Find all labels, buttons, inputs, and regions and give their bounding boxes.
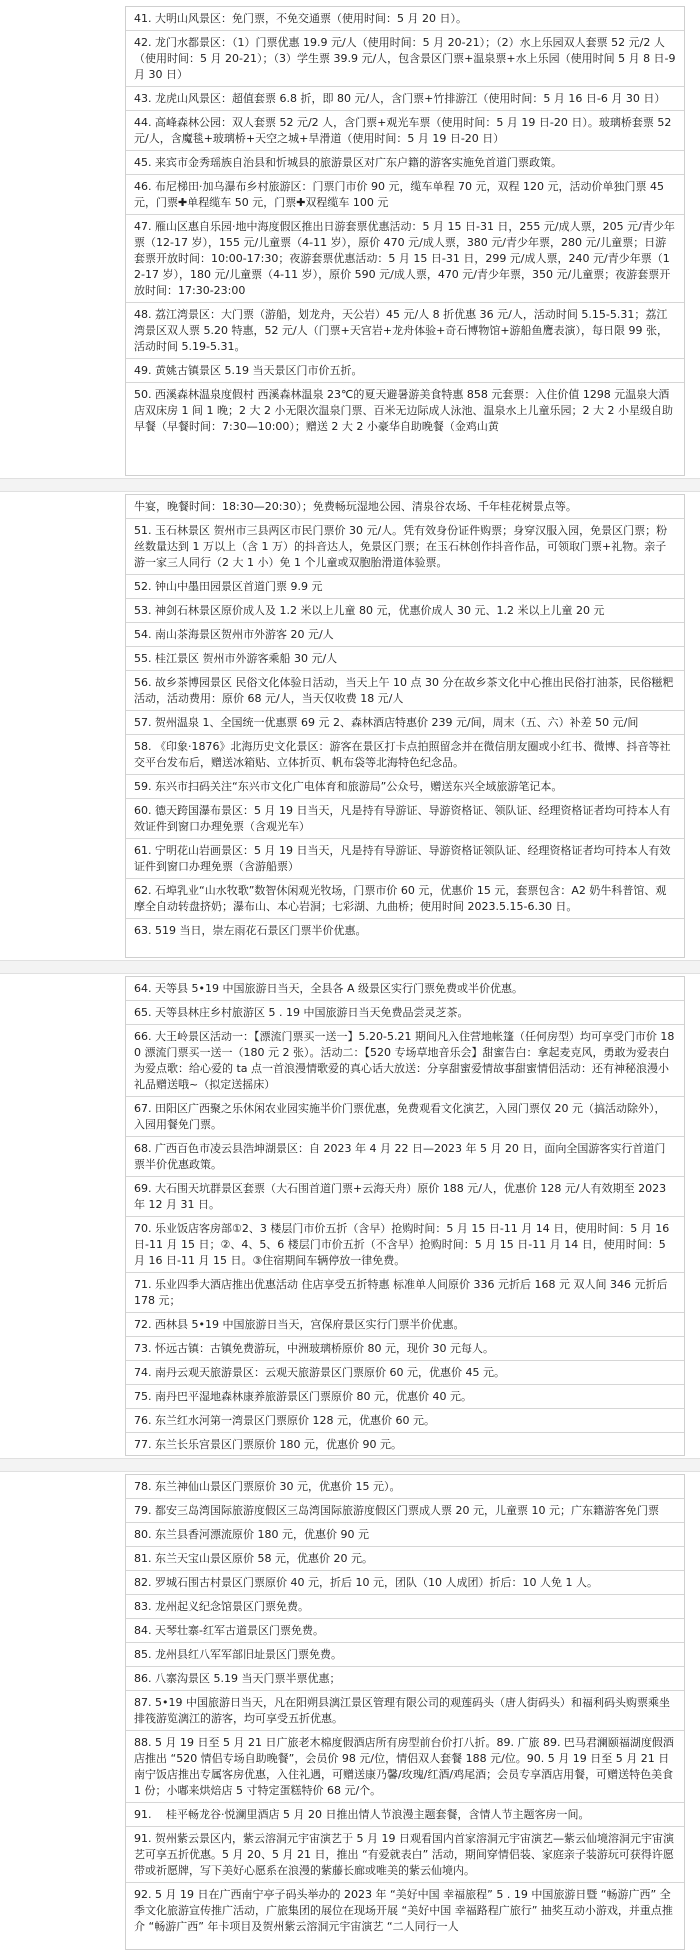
list-item: 57. 贺州温泉 1、全国统一优惠票 69 元 2、森林酒店特惠价 239 元/间，周末（五、六）补差 50 元/间 (126, 711, 684, 735)
list-item: 48. 荔江湾景区：大门票（游船，划龙舟，天公岩）45 元/人 8 折优惠 36 元/人，活动时间 5.15-5.31；荔江湾景区双人票 5.20 特惠，52 元/人（门票+天宫岩+龙舟体验+奇石博物馆+游船鱼鹰表演），每日限 99 张，活动时间 5.19-5.31。 (126, 303, 684, 359)
page-gap (0, 478, 700, 492)
list-item: 63. 519 当日，崇左雨花石景区门票半价优惠。 (134, 924, 367, 937)
list-item: 86. 八寨沟景区 5.19 当天门票半票优惠； (126, 1667, 684, 1691)
list-item: 64. 天等县 5•19 中国旅游日当天，全县各 A 级景区实行门票免费或半价优惠。 (126, 977, 684, 1001)
list-item: 51. 玉石林景区 贺州市三县两区市民门票价 30 元/人。凭有效身份证件购票；身穿汉服入园，免景区门票；粉丝数量达到 1 万以上（含 1 万）的抖音达人，免景区门票；在玉石林创作抖音作品，可领取门票+礼物。亲子游一家三人同行（2 大 1 小）免 1 个儿童或双胞胎滑道体验票。 (126, 519, 684, 575)
list-item: 52. 钟山中墨田园景区首道门票 9.9 元 (126, 575, 684, 599)
list-item: 53. 神剑石林景区原价成人及 1.2 米以上儿童 80 元，优惠价成人 30 元、1.2 米以上儿童 20 元 (126, 599, 684, 623)
page-gap (0, 1458, 700, 1472)
list-item: 85. 龙州县红八军军部旧址景区门票免费。 (126, 1643, 684, 1667)
list-item: 62. 石埠乳业“山水牧歌”数智休闲观光牧场，门票市价 60 元，优惠价 15 元，套票包含：A2 奶牛科普馆、观摩全自动转盘挤奶；瀑布山、本心岩洞；七彩湖、九曲桥；使用时间 2023.5.15-6.30 日。 (126, 879, 684, 919)
list-item: 50. 西溪森林温泉度假村 西溪森林温泉 23℃的夏天避暑游美食特惠 858 元套票：入住价值 1298 元温泉大酒店双床房 1 间 1 晚；2 大 2 小无限次温泉门票、百米无边际成人泳池、温泉水上儿童乐园；2 大 2 小星级自助早餐（早餐时间：7:30—10:00）；赠送 2 大 2 小豪华自助晚餐（金鸡山黄 (134, 388, 673, 433)
list-item: 41. 大明山风景区：免门票，不免交通票（使用时间：5 月 20 日）。 (126, 7, 684, 31)
list-item: 76. 东兰红水河第一湾景区门票原价 128 元，优惠价 60 元。 (126, 1409, 684, 1433)
section-3 (125, 976, 685, 1456)
list-item: 81. 东兰天宝山景区原价 58 元，优惠价 20 元。 (126, 1547, 684, 1571)
list-item: 46. 布尼梯田·加乌瀑布乡村旅游区：门票门市价 90 元，缆车单程 70 元，双程 120 元，活动价单独门票 45 元，门票✚单程缆车 50 元，门票✚双程缆车 100 元 (126, 175, 684, 215)
list-item: 44. 高峰森林公园：双人套票 52 元/2 人，含门票+观光车票（使用时间：5 月 19 日-20 日）。玻璃桥套票 52 元/人，含魔毯+玻璃桥+天空之城+旱滑道（使用时间：5 月 19 日-20 日） (126, 111, 684, 151)
list-item: 71. 乐业四季大酒店推出优惠活动 住店享受五折特惠 标准单人间原价 336 元折后 168 元 双人间 346 元折后 178 元； (126, 1273, 684, 1313)
list-item: 67. 田阳区广西聚之乐休闲农业园实施半价门票优惠，免费观看文化演艺，入园门票仅 20 元（搞活动除外），入园用餐免门票。 (126, 1097, 684, 1137)
list-item: 68. 广西百色市凌云县浩坤湖景区：自 2023 年 4 月 22 日—2023 年 5 月 20 日，面向全国游客实行首道门票半价优惠政策。 (126, 1137, 684, 1177)
list-item: 54. 南山茶海景区贺州市外游客 20 元/人 (126, 623, 684, 647)
list-item: 43. 龙虎山风景区：超值套票 6.8 折，即 80 元/人，含门票+竹排游江（使用时间：5 月 16 日-6 月 30 日） (126, 87, 684, 111)
list-item: 74. 南丹云观天旅游景区：云观天旅游景区门票原价 60 元，优惠价 45 元。 (126, 1361, 684, 1385)
section-2 (125, 494, 685, 958)
list-item: 60. 德天跨国瀑布景区：5 月 19 日当天，凡是持有导游证、导游资格证、领队证、经理资格证者均可持本人有效证件到窗口办理免票（含观光车） (126, 799, 684, 839)
list-item: 75. 南丹巴平湿地森林康养旅游景区门票原价 80 元，优惠价 40 元。 (126, 1385, 684, 1409)
page-gap (0, 960, 700, 974)
list-item: 56. 故乡茶博园景区 民俗文化体验日活动，当天上午 10 点 30 分在故乡茶文化中心推出民俗打油茶，民俗糍粑活动，活动费用：原价 68 元/人，当天仅收费 18 元/人 (126, 671, 684, 711)
list-item: 45. 来宾市金秀瑶族自治县和忻城县的旅游景区对广东户籍的游客实施免首道门票政策。 (126, 151, 684, 175)
list-item: 61. 宁明花山岩画景区：5 月 19 日当天，凡是持有导游证、导游资格证领队证、经理资格证者均可持本人有效证件到窗口办理免票（含游船票） (126, 839, 684, 879)
section-4 (125, 1474, 685, 1950)
section-1 (125, 6, 685, 476)
list-item: 82. 罗城石围古村景区门票原价 40 元，折后 10 元，团队（10 人成团）折后：10 人免 1 人。 (126, 1571, 684, 1595)
list-item: 91. 贺州紫云景区内，紫云溶洞元宇宙演艺于 5 月 19 日观看国内首家溶洞元宇宙演艺—紫云仙境溶洞元宇宙演艺可享五折优惠。5 月 20、5 月 21 日，推出 “有爱就表白” 活动，期间穿情侣装、家庭亲子装游玩可获得许愿带或祈愿牌，写下美好心愿系在浪漫的紫藤长廊或唯美的紫云仙境内。 (126, 1827, 684, 1883)
list-item: 65. 天等县林庄乡村旅游区 5 . 19 中国旅游日当天免费品尝灵芝茶。 (126, 1001, 684, 1025)
list-item: 83. 龙州起义纪念馆景区门票免费。 (126, 1595, 684, 1619)
list-item: 70. 乐业饭店客房部①2、3 楼层门市价五折（含早）抢购时间：5 月 15 日-11 月 14 日，使用时间：5 月 16 日-11 月 15 日；②、4、5、6 楼层门市价五折（不含早）抢购时间：5 月 15 日-11 月 14 日，使用时间：5 月 16 日-11 月 15 日。③住宿期间车辆停放一律免费。 (126, 1217, 684, 1273)
list-item: 47. 雁山区惠自乐园·地中海度假区推出日游套票优惠活动：5 月 15 日-31 日，255 元/成人票，205 元/青少年票（12-17 岁），155 元/儿童票（4-11 岁），原价 470 元/成人票，380 元/青少年票，280 元/儿童票；日游套票开放时间：10:00-17:30；夜游套票优惠活动：5 月 15 日-31 日，299 元/成人票，240 元/青少年票（12-17 岁），180 元/儿童票（4-11 岁），原价 590 元/成人票，470 元/青少年票，350 元/儿童票；夜游套票开放时间：17:30-23:00 (126, 215, 684, 303)
list-item: 79. 都安三岛湾国际旅游度假区三岛湾国际旅游度假区门票成人票 20 元，儿童票 10 元；广东籍游客免门票 (126, 1499, 684, 1523)
list-item: 80. 东兰县香河漂流原价 180 元，优惠价 90 元 (126, 1523, 684, 1547)
list-item: 42. 龙门水都景区：（1）门票优惠 19.9 元/人（使用时间：5 月 20-21）；（2）水上乐园双人套票 52 元/2 人（使用时间：5 月 20-21）；（3）学生票 39.9 元/人，包含景区门票+温泉票+水上乐园（使用时间 5 月 8 日-9 月 30 日） (126, 31, 684, 87)
list-item: 78. 东兰神仙山景区门票原价 30 元，优惠价 15 元）。 (126, 1475, 684, 1499)
list-item: 92. 5 月 19 日在广西南宁亭子码头举办的 2023 年 “美好中国 幸福旅程” 5 . 19 中国旅游日暨 “畅游广西” 全季文化旅游宣传推广活动，广旅集团的展位在现场开展 “美好中国 幸福路程广旅行” 抽奖互动小游戏，并重点推介 “畅游广西” 年卡项目及贺州紫云溶洞元宇宙演艺 “二人同行一人 (134, 1888, 673, 1933)
list-item: 49. 黄姚古镇景区 5.19 当天景区门市价五折。 (126, 359, 684, 383)
list-item: 77. 东兰长乐宫景区门票原价 180 元，优惠价 90 元。 (134, 1438, 402, 1451)
list-item: 87. 5•19 中国旅游日当天，凡在阳朔县漓江景区管理有限公司的观莲码头（唐人街码头）和福利码头购票乘坐排筏游览漓江的游客，均可享受五折优惠。 (126, 1691, 684, 1731)
list-item: 66. 大王岭景区活动一：【漂流门票买一送一】5.20-5.21 期间凡入住营地帐篷（任何房型）均可享受门市价 180 漂流门票买一送一（180 元 2 张）。活动二：【520 专场草地音乐会】甜蜜告白：拿起麦克风，勇敢为爱表白为爱点歌：给心爱的 ta 点一首浪漫情歌爱的真心话大放送：分享甜蜜爱情故事甜蜜情侣活动：还有神秘浪漫小礼品赠送哦~（拟定送摇床） (126, 1025, 684, 1097)
list-item: 59. 东兴市扫码关注“东兴市文化广电体育和旅游局”公众号，赠送东兴全域旅游笔记本。 (126, 775, 684, 799)
list-item: 73. 怀远古镇：古镇免费游玩，中洲玻璃桥原价 80 元，现价 30 元每人。 (126, 1337, 684, 1361)
list-item: 牛宴，晚餐时间：18:30—20:30）；免费畅玩湿地公园、清泉谷农场、千年桂花树景点等。 (126, 495, 684, 519)
list-item: 84. 天琴壮寨-红军古道景区门票免费。 (126, 1619, 684, 1643)
list-item: 58. 《印象·1876》北海历史文化景区：游客在景区打卡点拍照留念并在微信朋友圈或小红书、微博、抖音等社交平台发布后，赠送冰箱贴、立体折页、帆布袋等北海特色纪念品。 (126, 735, 684, 775)
list-item: 69. 大石围天坑群景区套票（大石围首道门票+云海天舟）原价 188 元/人，优惠价 128 元/人有效期至 2023 年 12 月 31 日。 (126, 1177, 684, 1217)
list-item: 91. 桂平畅龙谷·悦澜里酒店 5 月 20 日推出情人节浪漫主题套餐，含情人节主题客房一间。 (126, 1803, 684, 1827)
list-item: 72. 西林县 5•19 中国旅游日当天，宫保府景区实行门票半价优惠。 (126, 1313, 684, 1337)
list-item: 88. 5 月 19 日至 5 月 21 日广旅老木棉度假酒店所有房型前台价打八折。89. 广旅 89. 巴马君澜颐福湖度假酒店推出 “520 情侣专场自助晚餐”，会员价 98 元/位，情侣双人套餐 188 元/位。90. 5 月 19 日至 5 月 21 日南宁饭店推出专属客房优惠，入住礼遇，可赠送康乃馨/玫瑰/红酒/鸡尾酒；会员专享酒店用餐，可赠送特色美食 1 份；小嘟来烘焙店 5 寸特定蛋糕特价 68 元/个。 (126, 1731, 684, 1803)
list-item: 55. 桂江景区 贺州市外游客乘船 30 元/人 (126, 647, 684, 671)
